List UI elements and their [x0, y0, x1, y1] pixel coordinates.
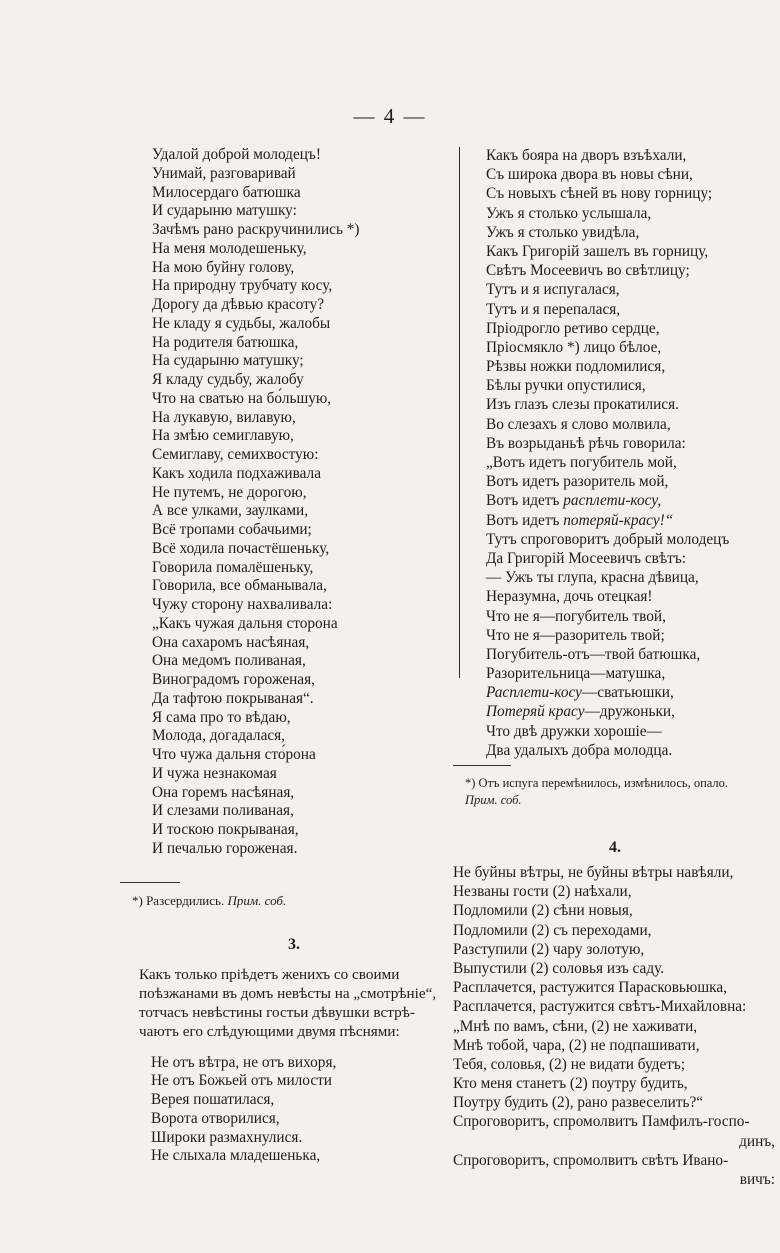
- poem-line: [486, 664, 776, 683]
- poem-line: Она медомъ поливаная,: [152, 652, 306, 670]
- poem-line: На лукавую, вилавую,: [152, 408, 296, 426]
- poem-text: —сватьюшки,: [581, 684, 674, 702]
- poem-line: Не отъ вѣтра, не отъ вихоря,: [151, 1053, 337, 1071]
- poem-line: На природну трубчату косу,: [152, 277, 333, 295]
- poem-line: „Мнѣ по вамъ, сѣни, (2) не хаживати,: [453, 1017, 698, 1035]
- poem-line: Милосердаго батюшка: [152, 183, 301, 201]
- poem-line: И тоскою покрываная,: [152, 821, 299, 838]
- right-footnote-block: [453, 765, 776, 809]
- poem-line: Да тафтою покрываная“.: [152, 689, 314, 707]
- poem-line: Поутру будить (2), рано развеселить?“: [453, 1094, 704, 1112]
- poem-line: Удалой доброй молодецъ!: [152, 146, 321, 163]
- poem-text: Изъ глазъ слезы прокатилися.: [486, 396, 679, 414]
- poem-line: Какъ ходила подхаживала: [152, 464, 321, 482]
- left-column: [132, 146, 452, 1166]
- poem-line: Она сахаромъ насѣяная,: [152, 633, 310, 651]
- left-footnote: [132, 892, 452, 909]
- poem-line: [486, 165, 776, 184]
- poem-line: Широки размахнулися.: [151, 1128, 303, 1146]
- poem-line: Выпустили (2) соловья изъ саду.: [453, 959, 665, 977]
- poem-line: [486, 338, 776, 357]
- section-3-number: 3.: [288, 935, 300, 953]
- poem-line: Дорогу да дѣвью красоту?: [152, 296, 325, 313]
- poem-text: Съ новыхъ сѣней въ нову горницу;: [486, 185, 713, 203]
- poem-text: — Ужъ ты глупа, красна дѣвица,: [486, 569, 699, 587]
- poem-line: Не путемъ, не дорогою,: [152, 483, 307, 501]
- left-footnote-block: [120, 882, 452, 909]
- poem-text: Тутъ спроговоритъ добрый молодецъ: [486, 530, 730, 548]
- poem-line: [486, 357, 776, 376]
- page-number: — 4 —: [353, 104, 427, 128]
- poem-line: [486, 741, 776, 760]
- poem-text: Ужъ я столько увидѣла,: [486, 223, 640, 241]
- poem-line: Тебя, соловья, (2) не видати будетъ;: [453, 1055, 686, 1073]
- poem-text: Разорительница—матушка,: [486, 665, 666, 683]
- poem-line: [486, 415, 776, 434]
- poem-line: Семиглаву, семихвостую:: [152, 446, 319, 463]
- right-footnote: [465, 775, 776, 809]
- poem-text: Какъ бояра на дворъ взъѣхали,: [486, 147, 687, 164]
- poem-line: Чужу сторону нахваливала:: [152, 596, 333, 613]
- poem-line: [486, 453, 776, 472]
- poem-line: Подломили (2) съ переходами,: [453, 921, 652, 939]
- footnote-text-right: *) Отъ испуга перемѣнилось, измѣнилось, опало.: [465, 776, 729, 790]
- poem-line: Я кладу судьбу, жалобу: [152, 371, 304, 388]
- poem-line: [486, 491, 776, 510]
- poem-line: вичъ:: [739, 1171, 775, 1188]
- poem-text: Съ широка двора въ новы сѣни,: [486, 166, 693, 184]
- poem-line: Не отъ Божьей отъ милости: [151, 1072, 332, 1090]
- poem-text: Прiосмякло *) лицо бѣлое,: [486, 338, 662, 356]
- intro-line: Какъ только прiѣдетъ женихъ со своими: [139, 965, 400, 983]
- poem-text: Бѣлы ручки опустилися,: [486, 377, 646, 395]
- footnote-rule-right: [453, 765, 511, 766]
- poem-line: Виноградомъ гороженая,: [152, 671, 315, 688]
- poem-text: Погубитель-отъ—твой батюшка,: [486, 645, 701, 663]
- section-4-poem: [453, 863, 775, 1189]
- poem-line: Мнѣ тобой, чара, (2) не подпашивати,: [453, 1036, 700, 1054]
- column-divider: [459, 147, 460, 678]
- poem-text: Во слезахъ я слово молвила,: [486, 415, 671, 433]
- poem-text: Вотъ идетъ разоритель мой,: [486, 473, 669, 491]
- section-3-intro: [139, 965, 444, 1041]
- poem-line: И слезами поливаная,: [152, 802, 294, 820]
- poem-line: Что чужа дальня сто́рона: [152, 746, 316, 763]
- footnote-text: *) Разсердились.: [132, 892, 225, 908]
- poem-line: [486, 472, 776, 491]
- poem-line: На меня молодешеньку,: [152, 239, 307, 257]
- poem-line: [486, 204, 776, 223]
- poem-line: Унимай, разговаривай: [152, 164, 296, 182]
- poem-line: И сударыню матушку:: [152, 202, 297, 220]
- italic-phrase: расплети-косу,: [563, 492, 662, 510]
- poem-line: [486, 511, 776, 530]
- poem-text: Неразумна, дочь отецкая!: [486, 588, 653, 606]
- poem-text: Что двѣ дружки хорошiе—: [486, 722, 662, 740]
- footnote-rule: [120, 882, 180, 883]
- poem-line: Не буйны вѣтры, не буйны вѣтры навѣяли,: [453, 864, 734, 881]
- poem-line: На родителя батюшка,: [152, 333, 299, 351]
- poem-text: Ужъ я столько услышала,: [486, 204, 652, 222]
- poem-line: Спроговоритъ, спромолвитъ Памфилъ-госпо-: [453, 1113, 750, 1131]
- poem-line: [486, 434, 776, 453]
- poem-line: Верея пошатилася,: [151, 1091, 275, 1108]
- poem-line: [486, 530, 776, 549]
- poem-line: [486, 683, 776, 702]
- poem-text: Да Григорiй Мосеевичъ свѣтъ:: [486, 549, 687, 567]
- footnote-note-right: Прим. соб.: [465, 793, 522, 807]
- footnote-note: Прим. соб.: [227, 892, 287, 908]
- poem-line: Расплачется, растужится свѣтъ-Михайловна:: [453, 998, 747, 1016]
- intro-line: тотчасъ невѣстины гостьи дѣвушки встрѣ-: [139, 1003, 415, 1021]
- poem-line: [486, 549, 776, 568]
- left-poem: [152, 146, 452, 859]
- poem-line: И чужа незнакомая: [152, 764, 277, 782]
- poem-line: [486, 319, 776, 338]
- poem-line: Незваны гости (2) наѣхали,: [453, 883, 632, 901]
- poem-line: [486, 395, 776, 414]
- poem-text: Вотъ идетъ: [486, 492, 560, 510]
- poem-line: „Какъ чужая дальня сторона: [152, 614, 338, 632]
- poem-line: Расплачется, растужится Парасковьюшка,: [453, 979, 727, 997]
- italic-phrase: потеряй-красу!“: [563, 511, 674, 529]
- poem-line: На мою буйну голову,: [152, 258, 295, 276]
- poem-line: [486, 607, 776, 626]
- poem-line: [486, 300, 776, 319]
- poem-line: [486, 626, 776, 645]
- section-3-poem: [151, 1054, 452, 1167]
- intro-line: чаютъ его слѣдующими двумя пѣснями:: [139, 1022, 400, 1040]
- poem-line: Зачѣмъ рано раскручинились *): [152, 221, 360, 238]
- poem-line: [486, 223, 776, 242]
- italic-phrase: Потеряй красу: [486, 703, 585, 721]
- poem-line: [486, 587, 776, 606]
- poem-line: [486, 261, 776, 280]
- poem-line: Молода, догадалася,: [152, 727, 286, 745]
- poem-text: Рѣзвы ножки подломилися,: [486, 358, 666, 376]
- poem-line: [486, 645, 776, 664]
- poem-text: Прiодрогло ретиво сердце,: [486, 319, 660, 337]
- right-poem: [486, 146, 776, 760]
- poem-line: Что на сватью на бо́льшую,: [152, 389, 332, 407]
- poem-text: Какъ Григорiй зашелъ въ горницу,: [486, 242, 709, 260]
- poem-line: [486, 184, 776, 203]
- poem-line: Подломили (2) сѣни новыя,: [453, 902, 633, 920]
- poem-line: Говорила, все обманывала,: [152, 577, 327, 595]
- poem-line: [486, 568, 776, 587]
- poem-line: А все улками, заулками,: [152, 502, 309, 520]
- poem-line: На змѣю семиглавую,: [152, 427, 294, 445]
- poem-line: [486, 702, 776, 721]
- right-column: [453, 146, 776, 1189]
- intro-line: поѣзжанами въ домъ невѣсты на „смотрѣнiе“,: [139, 984, 437, 1002]
- poem-line: [486, 242, 776, 261]
- poem-line: Говорила помалёшеньку,: [152, 558, 314, 576]
- poem-text: Вотъ идетъ: [486, 511, 560, 529]
- poem-line: Всё тропами собачьими;: [152, 521, 312, 538]
- italic-phrase: Расплети-косу: [486, 684, 582, 702]
- poem-line: Она горемъ насѣяная,: [152, 783, 295, 801]
- poem-text: „Вотъ идетъ погубитель мой,: [486, 454, 677, 471]
- poem-line: [486, 280, 776, 299]
- poem-line: На сударыню матушку;: [152, 352, 304, 370]
- poem-line: Не кладу я судьбы, жалобы: [152, 314, 331, 332]
- poem-line: Я сама про то вѣдаю,: [152, 708, 291, 726]
- poem-text: Что не я—погубитель твой,: [486, 607, 666, 625]
- poem-line: динъ,: [739, 1132, 775, 1150]
- poem-line: [486, 376, 776, 395]
- poem-line: Кто меня станетъ (2) поутру будить,: [453, 1075, 688, 1093]
- poem-text: Что не я—разоритель твой;: [486, 626, 665, 644]
- section-4-number: 4.: [609, 839, 621, 856]
- poem-line: Не слыхала младешенька,: [151, 1147, 321, 1165]
- poem-text: Тутъ и я испугалася,: [486, 281, 620, 299]
- poem-line: Спроговоритъ, спромолвитъ свѣтъ Ивано-: [453, 1151, 729, 1169]
- poem-text: —дружоньки,: [584, 703, 675, 721]
- poem-line: Всё ходила почастёшеньку,: [152, 539, 330, 557]
- poem-text: Два удалыхъ добра молодца.: [486, 741, 673, 759]
- poem-text: Тутъ и я перепалася,: [486, 300, 621, 318]
- poem-line: [486, 146, 776, 165]
- poem-line: Разступили (2) чару золотую,: [453, 940, 645, 958]
- poem-line: [486, 722, 776, 741]
- poem-text: Свѣтъ Мосеевичъ во свѣтлицу;: [486, 262, 690, 280]
- poem-text: Въ возрыданьѣ рѣчь говорила:: [486, 434, 686, 452]
- poem-line: И печалью гороженая.: [152, 839, 298, 857]
- poem-line: Ворота отворилися,: [151, 1109, 280, 1127]
